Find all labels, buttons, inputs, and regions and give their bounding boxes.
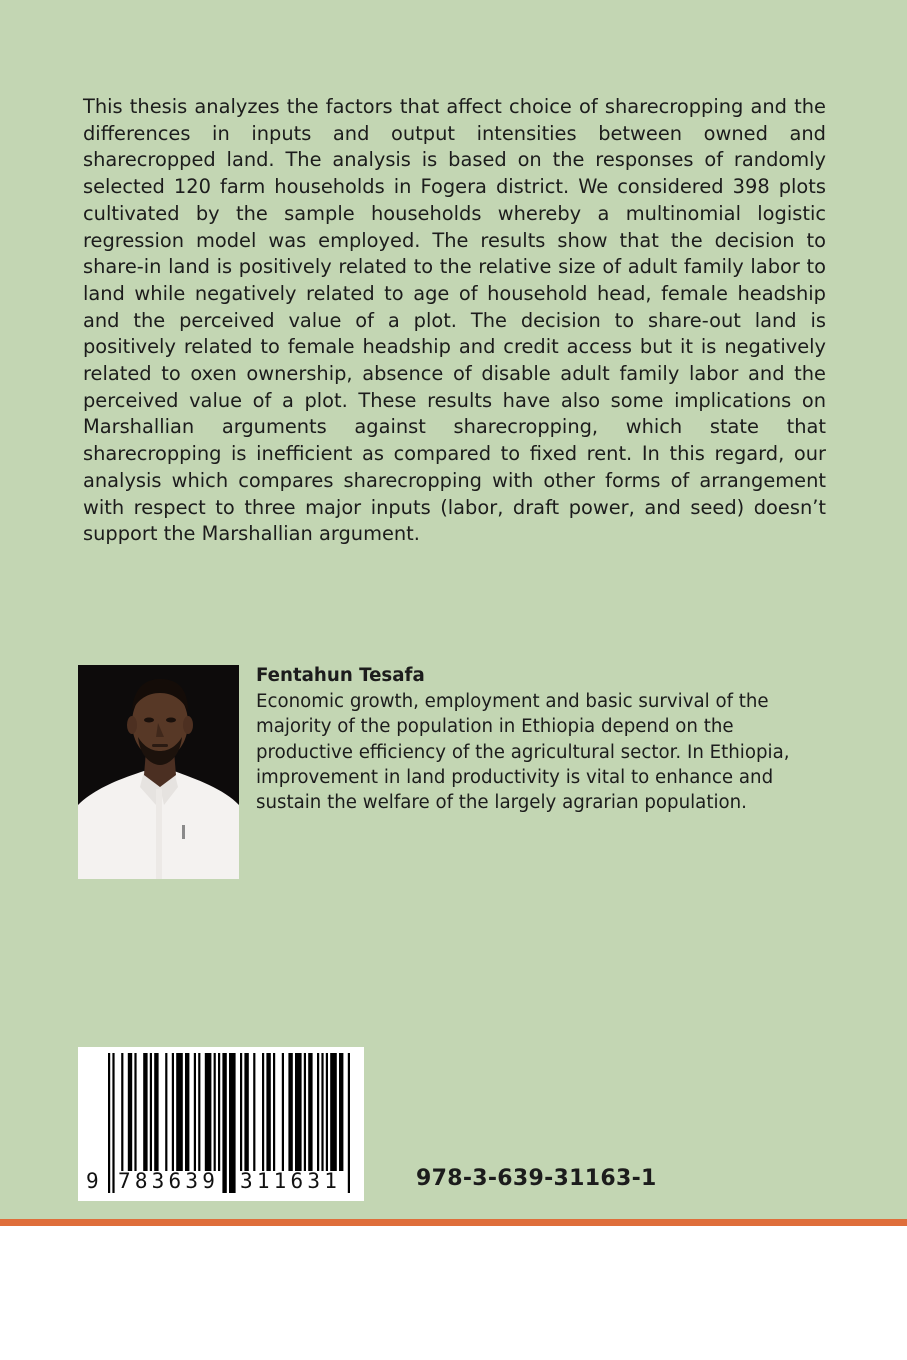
barcode-bar <box>198 1053 200 1171</box>
barcode-bar <box>339 1053 343 1171</box>
barcode-bar <box>165 1053 167 1171</box>
barcode-digits <box>78 1165 364 1195</box>
barcode-bar <box>253 1053 255 1171</box>
author-name: Fentahun Tesafa <box>256 665 425 686</box>
barcode <box>78 1047 364 1201</box>
barcode-digits-right: 311631 <box>240 1169 342 1193</box>
barcode-bar <box>321 1053 323 1171</box>
barcode-bar <box>214 1053 216 1171</box>
barcode-bar <box>121 1053 123 1171</box>
barcode-bar <box>295 1053 302 1171</box>
accent-stripe <box>0 1219 907 1226</box>
barcode-bar <box>273 1053 275 1171</box>
barcode-bar <box>244 1053 248 1171</box>
barcode-bar <box>240 1053 242 1171</box>
barcode-bar <box>308 1053 312 1171</box>
abstract-text: This thesis analyzes the factors that affect choice of sharecropping and the differences in inputs and output intensities between owned and sharecropped land. The analysis is based on the responses of randomly selected 120 farm households in Fogera district. We considered 398 plots cultivated by the sample households whereby a multinomial logistic regression model was employed. The results show that the decision to share-in land is positively related to the relative size of adult family labor to land while negatively related to age of household head, female headship and the perceived value of a plot. The decision to share-out land is positively related to female headship and credit access but it is negatively related to oxen ownership, absence of disable adult family labor and the perceived value of a plot. These results have also some implications on Marshallian arguments against sharecropping, which state that sharecropping is inefficient as compared to fixed rent. In this regard, our analysis which compares sharecropping with other forms of arrangement with respect to three major inputs (labor, draft power, and seed) doesn’t support the Marshallian argument. <box>83 95 826 546</box>
barcode-bar <box>266 1053 270 1171</box>
barcode-bar <box>128 1053 132 1171</box>
barcode-bar <box>218 1053 220 1171</box>
barcode-bar <box>134 1053 136 1171</box>
barcode-bar <box>172 1053 174 1171</box>
barcode-bar <box>330 1053 337 1171</box>
barcode-bar <box>304 1053 306 1171</box>
barcode-bar <box>326 1053 328 1171</box>
barcode-bar <box>288 1053 292 1171</box>
author-portrait-image <box>78 665 239 879</box>
isbn: 978-3-639-31163-1 <box>416 1166 657 1191</box>
barcode-digits-left: 783639 <box>118 1169 220 1193</box>
author-bio: Economic growth, employment and basic survival of the majority of the population in Ethiopia depend on the productive efficiency of the agricultural sector. In Ethiopia, improvement in land productivity is vital to enhance and sustain the welfare of the largely agrarian population. <box>256 691 790 814</box>
author-photo <box>78 665 239 879</box>
barcode-bar <box>185 1053 189 1171</box>
barcode-digit-lead: 9 <box>86 1169 99 1193</box>
barcode-bar <box>205 1053 212 1171</box>
barcode-bar <box>143 1053 147 1171</box>
barcode-bar <box>317 1053 319 1171</box>
barcode-bar <box>282 1053 284 1171</box>
barcode-bar <box>150 1053 152 1171</box>
barcode-bar <box>176 1053 183 1171</box>
barcode-bar <box>262 1053 264 1171</box>
barcode-bar <box>154 1053 158 1171</box>
barcode-bar <box>194 1053 196 1171</box>
